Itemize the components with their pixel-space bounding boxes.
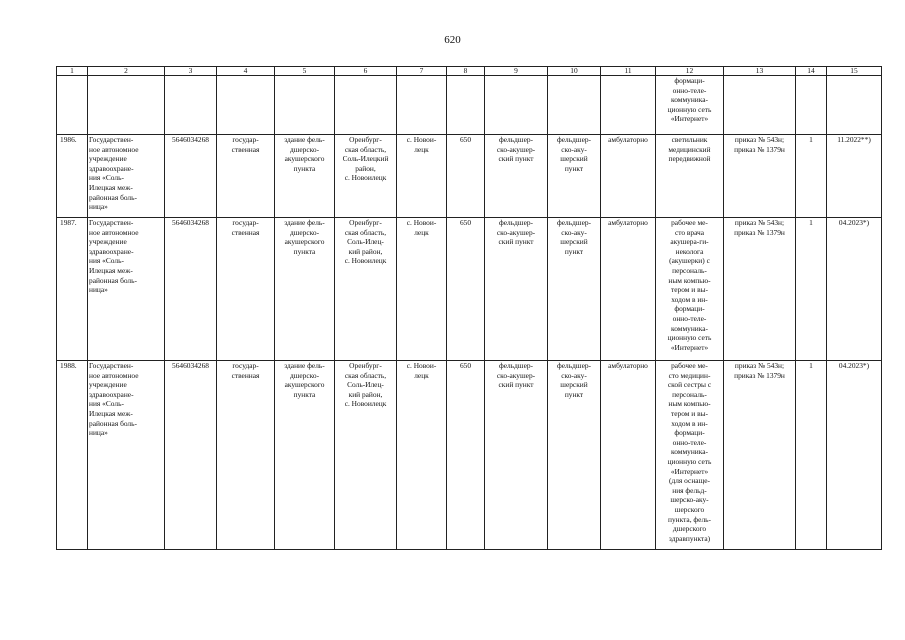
column-number: 15 xyxy=(827,67,882,76)
column-number: 4 xyxy=(217,67,275,76)
organization-cell: Государствен- ное автономное учреждение здравоохране- ния «Соль- Илецкая меж- районная боль- ница» xyxy=(88,361,165,550)
equipment-cell: светильник медицинский передвижной xyxy=(656,135,724,218)
ownership-cell: государ- ственная xyxy=(217,135,275,218)
unit-cell: фельдшер- ско-аку- шерский пункт xyxy=(548,361,601,550)
equipment-cell: рабочее ме- сто врача акушера-ги- неколога (акушерки) с персональ- ным компью- тером и вы- ходом в ин- формаци- онно-теле- коммуника- ционную сеть «Интернет» xyxy=(656,218,724,361)
unit-cell: фельдшер- ско-аку- шерский пункт xyxy=(548,135,601,218)
column-number: 8 xyxy=(447,67,485,76)
inn-cell: 5646034268 xyxy=(165,361,217,550)
address-cell: Оренбург- ская область, Соль-Илец- кий район, с. Новоилецк xyxy=(335,361,397,550)
settlement-cell: с. Новои- лецк xyxy=(397,218,447,361)
column-number: 3 xyxy=(165,67,217,76)
date-cell: 04.2023*) xyxy=(827,361,882,550)
column-number: 2 xyxy=(88,67,165,76)
column-number: 14 xyxy=(796,67,827,76)
page-number: 620 xyxy=(444,34,461,46)
ownership-cell: государ- ственная xyxy=(217,361,275,550)
unit-type-cell: фельдшер- ско-акушер- ский пункт xyxy=(485,218,548,361)
date-cell: 04.2023*) xyxy=(827,218,882,361)
continuation-row xyxy=(57,76,882,135)
population-cell: 650 xyxy=(447,361,485,550)
organization-cell: Государствен- ное автономное учреждение здравоохране- ния «Соль- Илецкая меж- районная боль- ница» xyxy=(88,135,165,218)
column-number: 7 xyxy=(397,67,447,76)
row-number: 1986. xyxy=(57,135,88,218)
row-number: 1988. xyxy=(57,361,88,550)
basis-cell: приказ № 543н; приказ № 1379н xyxy=(724,135,796,218)
basis-cell: приказ № 543н; приказ № 1379н xyxy=(724,218,796,361)
column-number: 10 xyxy=(548,67,601,76)
settlement-cell: с. Новои- лецк xyxy=(397,361,447,550)
quantity-cell: 1 xyxy=(796,218,827,361)
row-number: 1987. xyxy=(57,218,88,361)
building-cell: здание фель- дшерско- акушерского пункта xyxy=(275,361,335,550)
address-cell: Оренбург- ская область, Соль-Илец- кий район, с. Новоилецк xyxy=(335,218,397,361)
unit-type-cell: фельдшер- ско-акушер- ский пункт xyxy=(485,361,548,550)
inn-cell: 5646034268 xyxy=(165,135,217,218)
address-cell: Оренбург- ская область, Соль-Илецкий район, с. Новоилецк xyxy=(335,135,397,218)
building-cell: здание фель- дшерско- акушерского пункта xyxy=(275,218,335,361)
ownership-cell: государ- ственная xyxy=(217,218,275,361)
table-row xyxy=(57,218,882,361)
conditions-cell: амбулаторно xyxy=(601,218,656,361)
column-number: 1 xyxy=(57,67,88,76)
table-row xyxy=(57,361,882,550)
equipment-cell: рабочее ме- сто медицин- ской сестры с персональ- ным компью- тером и вы- ходом в ин- формаци- онно-теле- коммуника- ционную сеть «Интернет» (для оснаще- ния фельд- шерско-аку- шерского пункта, фель- дшерского здравпункта) xyxy=(656,361,724,550)
conditions-cell: амбулаторно xyxy=(601,361,656,550)
column-number: 6 xyxy=(335,67,397,76)
table-row xyxy=(57,135,882,218)
settlement-cell: с. Новои- лецк xyxy=(397,135,447,218)
equipment-cell: формаци- онно-теле- коммуника- ционную сеть «Интернет» xyxy=(656,76,724,135)
registry-table xyxy=(56,66,882,550)
column-number: 12 xyxy=(656,67,724,76)
column-number: 5 xyxy=(275,67,335,76)
conditions-cell: амбулаторно xyxy=(601,135,656,218)
population-cell: 650 xyxy=(447,218,485,361)
date-cell: 11.2022**) xyxy=(827,135,882,218)
column-number: 11 xyxy=(601,67,656,76)
building-cell: здание фель- дшерско- акушерского пункта xyxy=(275,135,335,218)
column-number: 9 xyxy=(485,67,548,76)
quantity-cell: 1 xyxy=(796,361,827,550)
organization-cell: Государствен- ное автономное учреждение здравоохране- ния «Соль- Илецкая меж- районная боль- ница» xyxy=(88,218,165,361)
column-numbers-row xyxy=(57,67,882,76)
basis-cell: приказ № 543н; приказ № 1379н xyxy=(724,361,796,550)
unit-type-cell: фельдшер- ско-акушер- ский пункт xyxy=(485,135,548,218)
unit-cell: фельдшер- ско-аку- шерский пункт xyxy=(548,218,601,361)
population-cell: 650 xyxy=(447,135,485,218)
quantity-cell: 1 xyxy=(796,135,827,218)
column-number: 13 xyxy=(724,67,796,76)
inn-cell: 5646034268 xyxy=(165,218,217,361)
